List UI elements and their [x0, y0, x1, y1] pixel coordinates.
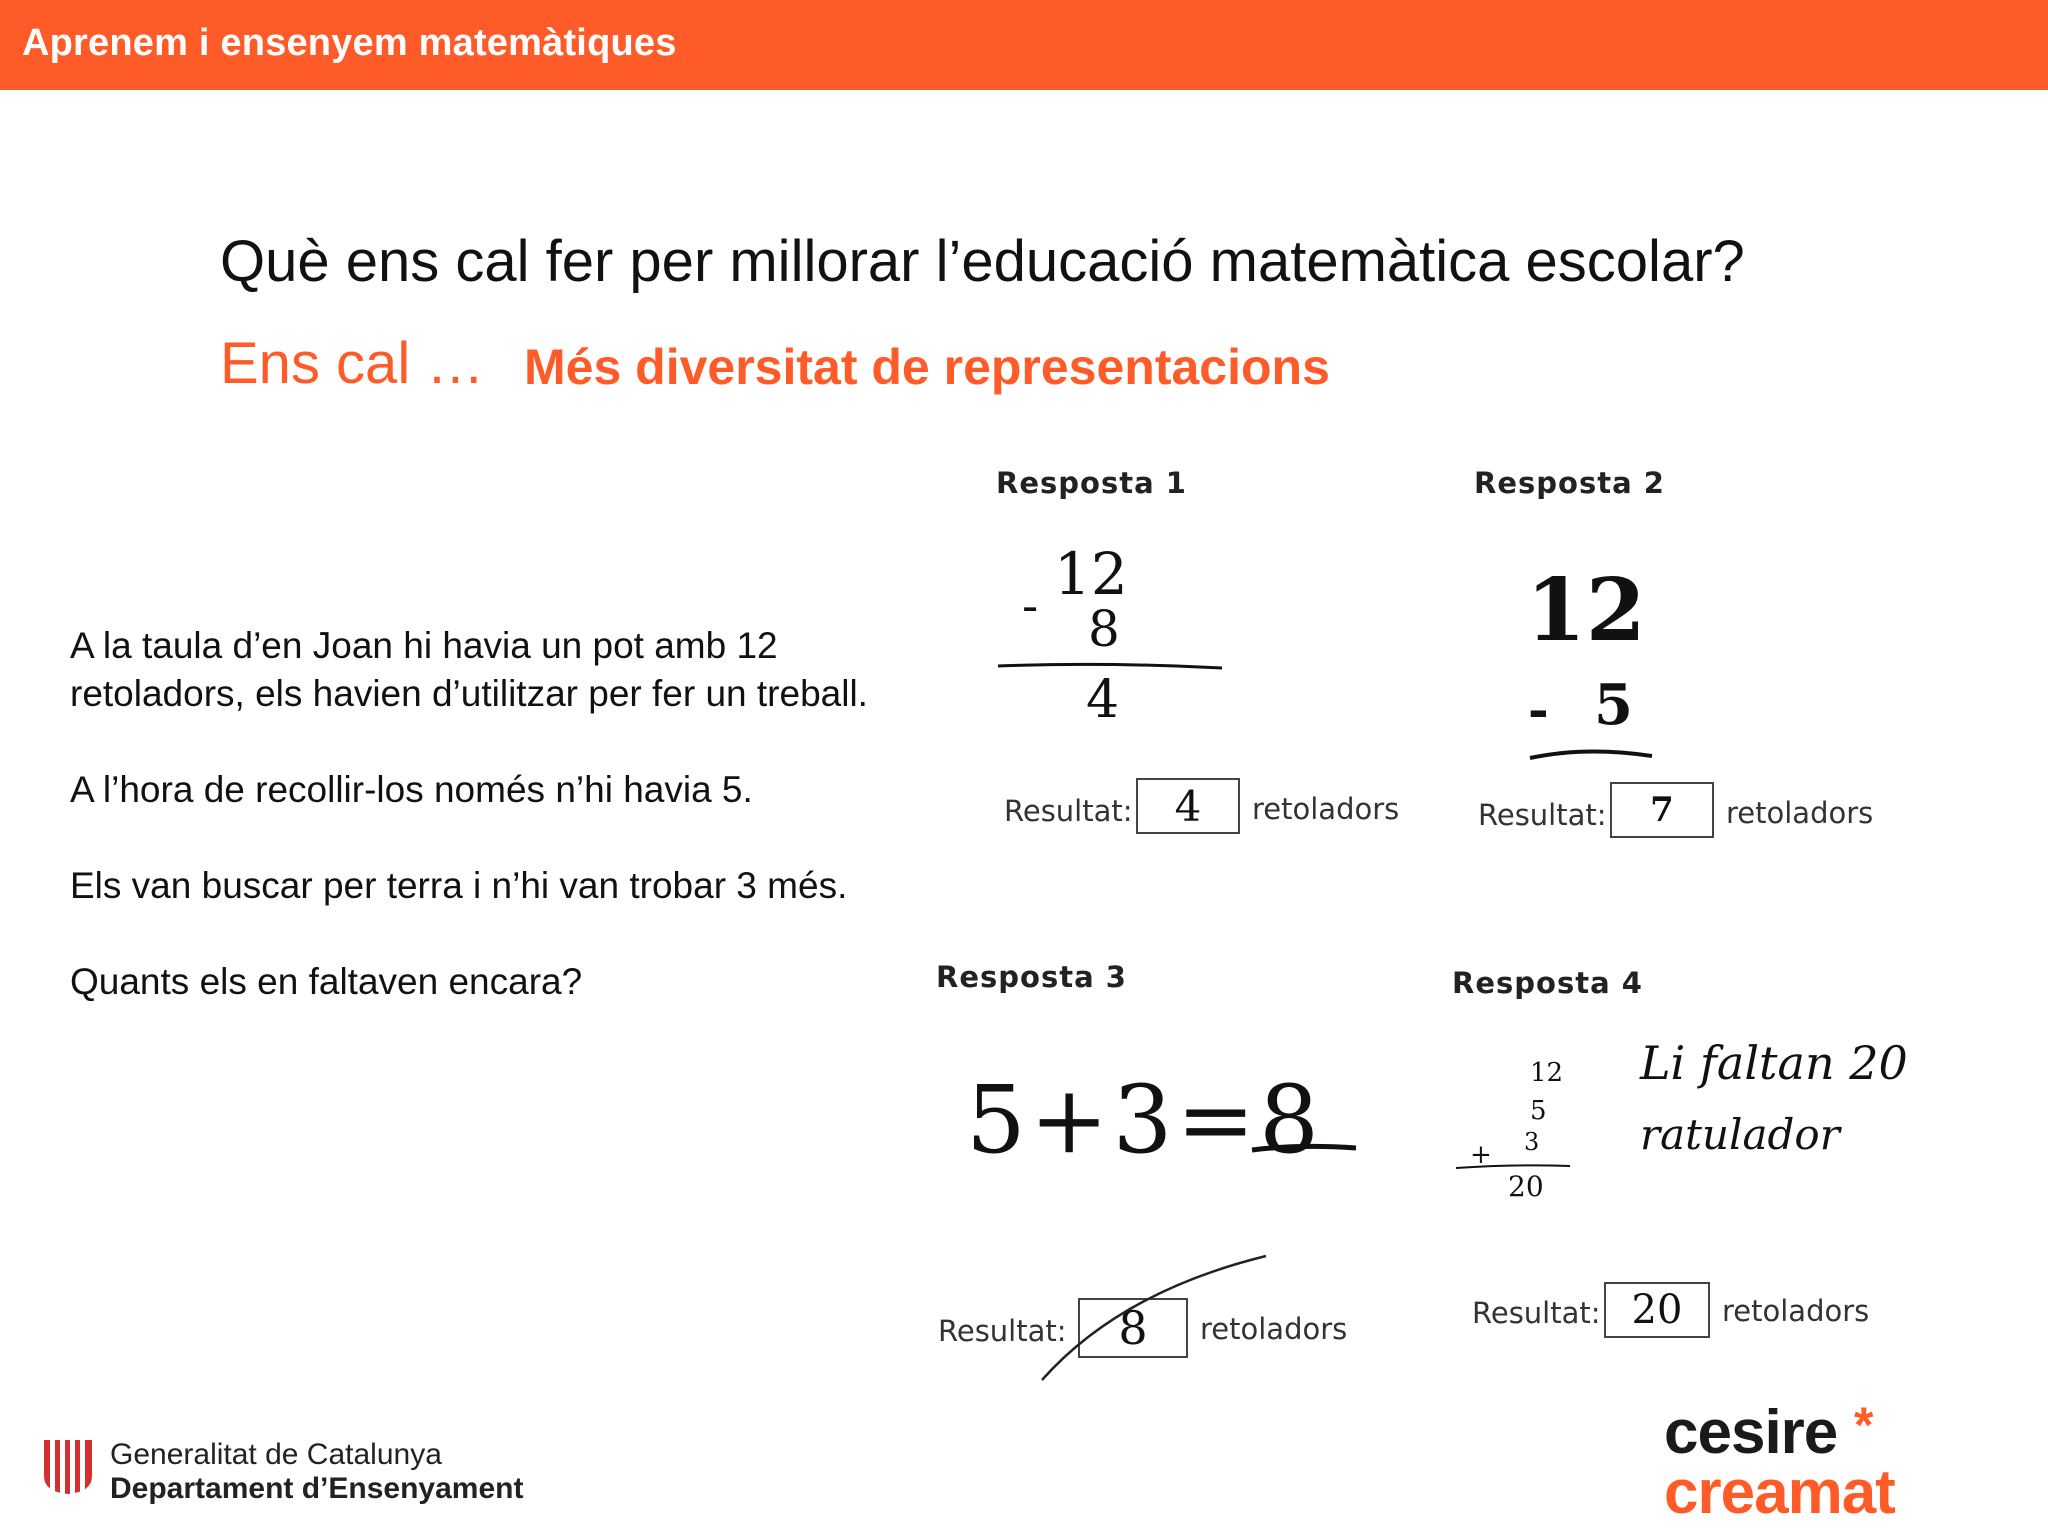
- response-1-label: Resposta 1: [996, 466, 1187, 500]
- response-4-result-box: [1604, 1282, 1710, 1338]
- department-name: Departament d’Ensenyament: [110, 1472, 524, 1505]
- problem-line: Quants els en faltaven encara?: [70, 961, 583, 1002]
- slide-subtitle: Més diversitat de representacions: [524, 339, 1330, 395]
- cesire-logo-star: *: [1854, 1397, 1874, 1453]
- response-2-sub-number: 5: [1594, 672, 1633, 738]
- problem-line: retoladors, els havien d’utilitzar per fer un treball.: [70, 673, 868, 714]
- ens-cal-label: Ens cal …: [220, 331, 485, 396]
- problem-line: A l’hora de recollir-los només n’hi havia 5.: [70, 769, 753, 810]
- response-1-sub-number: 8: [1088, 600, 1120, 658]
- response-2-minus: -: [1528, 680, 1549, 739]
- response-2-label: Resposta 2: [1474, 466, 1665, 500]
- response-2-rule-line: [1526, 748, 1656, 762]
- response-3-result-value: 8: [1118, 1301, 1148, 1355]
- response-2-top-number: 12: [1526, 560, 1646, 661]
- slide-question: Què ens cal fer per millorar l’educació matemàtica escolar?: [220, 229, 1745, 294]
- response-4-unit: retoladors: [1722, 1294, 1870, 1328]
- response-4-note-line-2: ratulador: [1640, 1110, 1840, 1159]
- response-4-result-value: 20: [1631, 1287, 1683, 1333]
- response-4-number-1: 12: [1530, 1058, 1564, 1088]
- response-1-result-label: Resultat:: [1004, 794, 1133, 828]
- problem-line: Els van buscar per terra i n’hi van trobar 3 més.: [70, 865, 848, 906]
- generalitat-logo-icon: [40, 1436, 96, 1496]
- response-3-label: Resposta 3: [936, 960, 1127, 994]
- response-4-number-2: 5: [1530, 1096, 1547, 1126]
- response-4-plus: +: [1470, 1140, 1492, 1170]
- response-1-result-value: 4: [1174, 781, 1202, 831]
- response-1-minus: -: [1022, 578, 1039, 634]
- cesire-logo-text: cesire: [1664, 1398, 1838, 1467]
- response-2-result-label: Resultat:: [1478, 798, 1607, 832]
- response-2-result-box: [1610, 782, 1714, 838]
- response-1-top-number: 12: [1054, 540, 1128, 608]
- header-bar: [0, 0, 2048, 90]
- response-3-equation: 5+3=8: [966, 1066, 1323, 1175]
- response-4-note-line-1: Li faltan 20: [1640, 1036, 1908, 1090]
- response-1-answer: 4: [1086, 670, 1120, 730]
- response-3-result-label: Resultat:: [938, 1314, 1067, 1348]
- response-4-sum: 20: [1508, 1170, 1544, 1203]
- response-3-underline: [1250, 1140, 1360, 1156]
- problem-line: A la taula d’en Joan hi havia un pot amb 12: [70, 625, 778, 666]
- generalitat-name: Generalitat de Catalunya: [110, 1438, 442, 1471]
- response-4-label: Resposta 4: [1452, 966, 1643, 1000]
- response-2-unit: retoladors: [1726, 796, 1874, 830]
- response-3-unit: retoladors: [1200, 1312, 1348, 1346]
- response-1-result-box: [1136, 778, 1240, 834]
- header-title: Aprenem i ensenyem matemàtiques: [22, 22, 677, 64]
- response-4-number-3: 3: [1524, 1128, 1540, 1156]
- response-4-result-label: Resultat:: [1472, 1296, 1601, 1330]
- creamat-logo-text: creamat: [1664, 1458, 1895, 1527]
- response-2-result-value: 7: [1650, 790, 1674, 830]
- response-1-unit: retoladors: [1252, 792, 1400, 826]
